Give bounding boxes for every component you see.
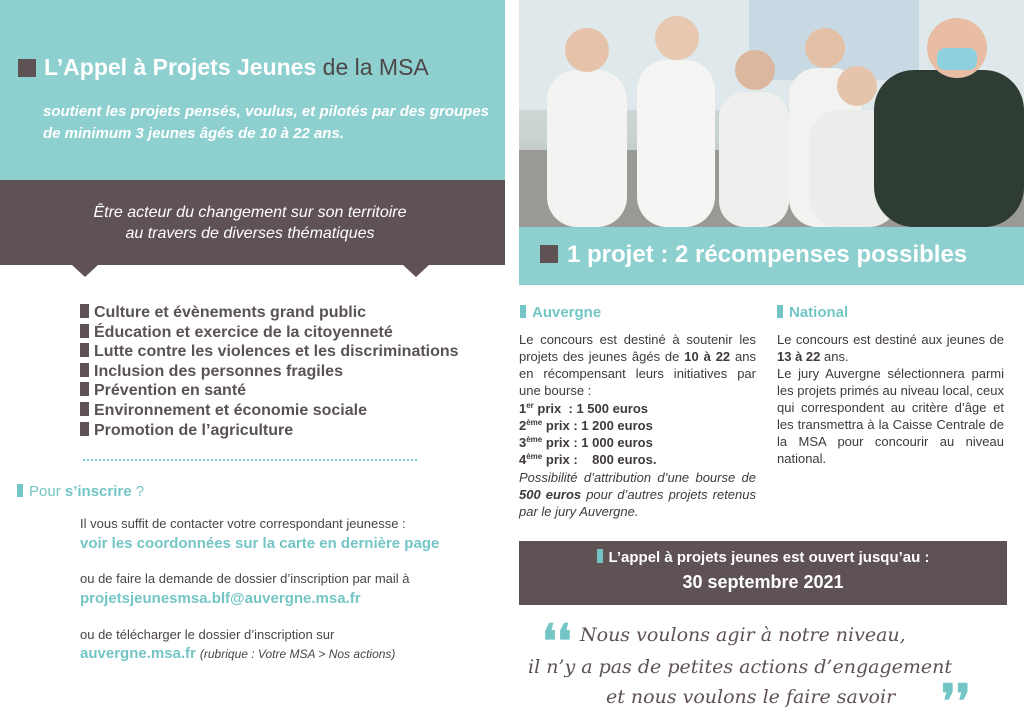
prize-amount: : 1 000 euros (573, 435, 653, 450)
intro-text: soutient les projets pensés, voulus, et pilotés par des groupes de minimum 3 jeunes âgés de 10 à 22 ans. (43, 103, 489, 142)
auvergne-title-text: Auvergne (532, 304, 602, 321)
inscription-title (17, 483, 144, 500)
theme-label: Lutte contre les violences et les discriminations (94, 343, 459, 361)
prize-rank: 4 (519, 452, 527, 467)
title-main: L’Appel à Projets Jeunes (44, 54, 317, 80)
inscription-title-bold: s’inscrire (64, 483, 132, 500)
bar-bullet-icon (597, 549, 603, 563)
national-paragraph-2: Le jury Auvergne sélectionnera parmi les projets primés au niveau local, ceux qui correspondent au critère d’âge et les transmettra à la Caisse Centrale de la MSA pour concourir au niveau national. (777, 366, 1004, 466)
auvergne-body (519, 331, 756, 520)
theme-label: Éducation et exercice de la citoyenneté (94, 323, 393, 341)
square-bullet-icon (80, 343, 89, 357)
inscription-title-prefix: Pour (29, 483, 61, 500)
prize-rank: 2 (519, 418, 527, 433)
theme-label: Inclusion des personnes fragiles (94, 362, 343, 380)
square-bullet-icon (80, 324, 89, 338)
arrow-down-icon (72, 265, 98, 277)
themes-banner (0, 180, 505, 265)
note-amount: 500 euros (519, 487, 582, 502)
prize-rank-suffix: ème (526, 452, 543, 461)
auvergne-text-a: Le concours est destiné à soutenir les projets des jeunes âgés de (519, 332, 756, 364)
deadline-label-text: L’appel à projets jeunes est ouvert jusqu’au : (608, 549, 930, 566)
deadline-label (519, 549, 1007, 566)
arrow-down-icon (403, 265, 429, 277)
prize-rank-suffix: er (526, 401, 534, 410)
deadline-box (519, 541, 1007, 605)
national-age-range: 13 à 22 (777, 349, 821, 364)
theme-label: Promotion de l’agriculture (94, 421, 294, 439)
prizes-list (519, 400, 756, 468)
prize-label: prix (545, 452, 570, 467)
list-item (80, 401, 459, 421)
note-text-b: pour d’autres projets retenus par le jury Auvergne. (519, 487, 756, 519)
prize-amount: : 1 500 euros (568, 401, 648, 416)
national-title (777, 304, 848, 321)
list-item (80, 342, 459, 362)
group-photo (519, 0, 1024, 227)
quote-block (520, 614, 1020, 724)
deadline-date: 30 septembre 2021 (682, 572, 844, 592)
prize-rank: 3 (519, 435, 527, 450)
square-bullet-icon (80, 422, 89, 436)
list-item (80, 362, 459, 382)
square-bullet-icon (80, 304, 89, 318)
bar-bullet-icon (777, 305, 783, 318)
national-title-text: National (789, 304, 849, 321)
prize-row (519, 400, 756, 417)
list-item (80, 323, 459, 343)
coordinates-link[interactable]: voir les coordonnées sur la carte en dernière page (80, 535, 440, 552)
list-item (80, 381, 459, 401)
rewards-title (540, 241, 967, 269)
square-bullet-icon (80, 363, 89, 377)
prize-rank: 1 (519, 401, 527, 416)
note-text-a: Possibilité d’attribution d’une bourse de (519, 470, 756, 485)
banner-line-1: Être acteur du changement sur son territoire (93, 204, 407, 221)
prize-rank-suffix: ème (526, 435, 543, 444)
prize-label: prix (537, 401, 562, 416)
square-bullet-icon (80, 402, 89, 416)
inscription-text-3: ou de télécharger le dossier d’inscription sur (80, 627, 335, 642)
email-link[interactable]: projetsjeunesmsa.blf@auvergne.msa.fr (80, 590, 361, 607)
prize-amount: : 1 200 euros (573, 418, 653, 433)
prize-row (519, 451, 756, 468)
inscription-text-1: Il vous suffit de contacter votre correspondant jeunesse : (80, 516, 406, 531)
rewards-title-text: 1 projet : 2 récompenses possibles (567, 241, 968, 268)
website-link[interactable]: auvergne.msa.fr (80, 645, 196, 662)
title-rest: de la MSA (322, 54, 429, 80)
photo-illustration (519, 0, 1024, 227)
prize-row (519, 434, 756, 451)
prize-rank-suffix: ème (526, 418, 543, 427)
prize-row (519, 417, 756, 434)
banner-text (0, 202, 500, 244)
website-line (80, 645, 395, 662)
quote-line: et nous voulons le faire savoir (606, 686, 896, 708)
inscription-text-2: ou de faire la demande de dossier d’inscription par mail à (80, 571, 410, 586)
quote-line: il n’y a pas de petites actions d’engagement (528, 656, 952, 678)
square-bullet-icon (18, 59, 36, 77)
national-text-end: ans. (824, 349, 849, 364)
banner-line-2: au travers de diverses thématiques (125, 225, 375, 242)
theme-label: Culture et évènements grand public (94, 304, 367, 321)
auvergne-title (520, 304, 601, 321)
close-quote-icon: ❜❜ (941, 674, 971, 724)
themes-list (80, 303, 459, 440)
page-title (18, 54, 429, 81)
prize-label: prix (545, 418, 570, 433)
inscription-title-suffix: ? (135, 483, 145, 500)
square-bullet-icon (540, 245, 558, 263)
auvergne-text-b: ans en récompensant leurs initiatives par une bourse : (519, 349, 757, 398)
list-item (80, 421, 459, 441)
quote-line: Nous voulons agir à notre niveau, (580, 624, 906, 646)
open-quote-icon: ❛❛ (542, 614, 572, 668)
dotted-divider (83, 459, 417, 461)
list-item (80, 303, 459, 323)
rewards-banner (519, 227, 1024, 285)
prize-label: prix (545, 435, 570, 450)
national-text-a: Le concours est destiné aux jeunes de (777, 332, 1004, 347)
auvergne-age-range: 10 à 22 (684, 349, 731, 364)
prize-amount: : 800 euros. (573, 452, 657, 467)
auvergne-note (519, 469, 756, 520)
bar-bullet-icon (520, 305, 526, 318)
national-paragraph-1 (777, 331, 1004, 365)
auvergne-paragraph (519, 331, 756, 399)
square-bullet-icon (80, 382, 89, 396)
website-note: (rubrique : Votre MSA > Nos actions) (199, 647, 396, 661)
theme-label: Environnement et économie sociale (94, 401, 367, 419)
bar-bullet-icon (17, 484, 23, 497)
theme-label: Prévention en santé (94, 382, 247, 400)
national-body (777, 331, 1004, 467)
header-panel (0, 0, 505, 180)
